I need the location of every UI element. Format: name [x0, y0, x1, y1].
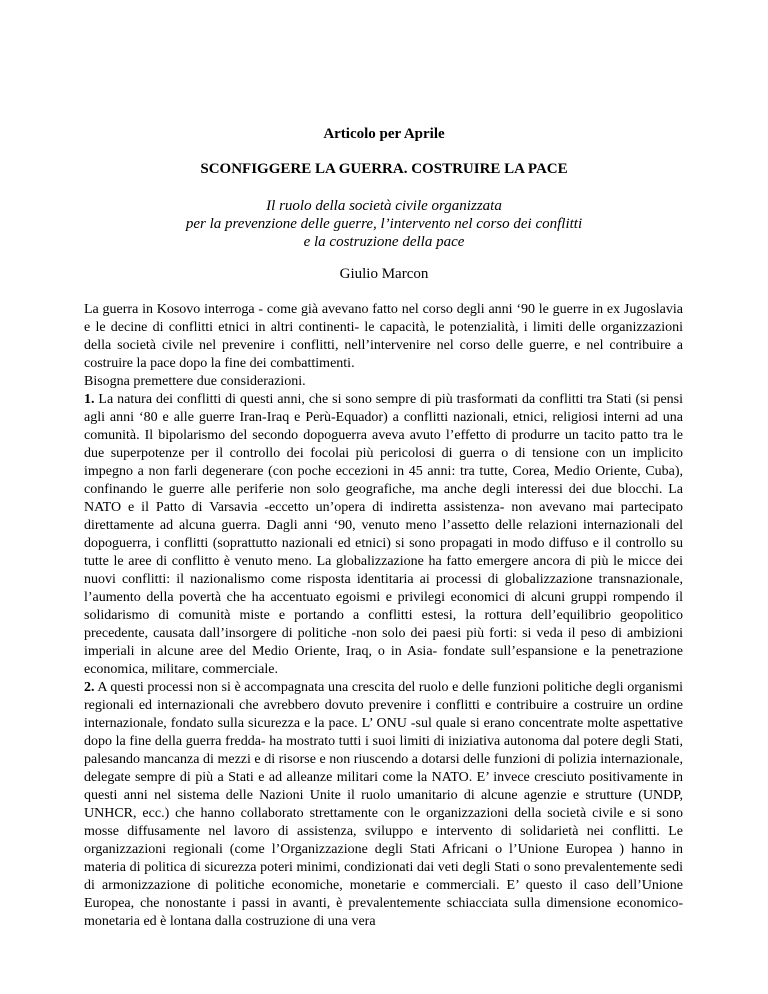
point-2-paragraph — [84, 679, 683, 931]
point-2-text: A questi processi non si è accompagnata una crescita del ruolo e delle funzioni politiche degli organismi regionali ed internazionali che avrebbero dovuto prevenire i conflitti e contribuire a costruire un ordine internazionale, fondato sulla sicurezza e la pace. L’ ONU -sul quale si erano concentrate molte aspettative dopo la fine della guerra fredda- ha mostrato tutti i suoi limiti di iniziativa autonoma dal potere degli Stati, palesando mancanza di mezzi e di risorse e non riuscendo a dotarsi delle funzioni di polizia internazionale, delegate sempre di più a Stati e ad alleanze militari come la NATO. E’ invece cresciuto positivamente in questi anni nel sistema delle Nazioni Unite il ruolo umanitario di alcune agenzie e strutture (UNDP, UNHCR, ecc.) che hanno collaborato strettamente con le organizzazioni della società civile e si sono mosse diffusamente nel lavoro di assistenza, sviluppo e intervento di solidarietà nei conflitti. Le organizzazioni regionali (come l’Organizzazione degli Stati Africani o l’Unione Europea ) hanno in materia di politica di sicurezza poteri minimi, condizionati dai veti degli Stati o sono prevalentemente sedi di armonizzazione di politiche economiche, monetarie e commerciali. E’ questo il caso dell’Unione Europea, che nonostante i passi in avanti, è prevalentemente schiacciata sulla dimensione economico-monetaria ed è lontana dalla costruzione di una vera — [84, 680, 683, 929]
point-2-number: 2. — [84, 680, 95, 695]
subtitle-line-2: per la prevenzione delle guerre, l’intervento nel corso dei conflitti — [185, 216, 583, 232]
subtitle-line-3: e la costruzione della pace — [303, 234, 465, 250]
article-label: Articolo per Aprile — [323, 126, 445, 142]
point-1-text: La natura dei conflitti di questi anni, che si sono sempre di più trasformati da conflitti tra Stati (si pensi agli anni ‘80 e alle guerre Iran-Iraq e Perù-Equador) a conflitti nazionali, etnici, religiosi interni ad una comunità. Il bipolarismo del secondo dopoguerra aveva avuto l’effetto di produrre un tacito patto tra le due superpotenze per il controllo dei focolai più pericolosi di guerra o di tensione con un implicito impegno a non farli degenerare (con poche eccezioni in 45 anni: tra tutte, Corea, Medio Oriente, Cuba), confinando le guerre alle periferie non solo geografiche, ma anche degli interessi dei due blocchi. La NATO e il Patto di Varsavia -eccetto un’opera di indiretta assistenza- non avevano mai partecipato direttamente ad alcuna guerra. Dagli anni ‘90, venuto meno l’assetto delle relazioni internazionali del dopoguerra, i conflitti (soprattutto nazionali ed etnici) si sono propagati in modo diffuso e il controllo su tutte le aree di conflitto è venuto meno. La globalizzazione ha fatto emergere ancora di più le micce dei nuovi conflitti: il nazionalismo come risposta identitaria ai processi di globalizzazione transnazionale, l’aumento della povertà che ha accentuato egoismi e privilegi economici di alcuni gruppi rompendo il solidarismo di comunità miste e portando a conflitti estesi, la rottura dell’equilibrio geopolitico precedente, causata dall’insorgere di politiche -non solo dei paesi più forti: si veda il peso di ambizioni imperiali in alcune aree del Medio Oriente, Iraq, o in Asia- fondate sull’espansione e la penetrazione economica, militare, commerciale. — [84, 392, 683, 677]
subtitle-line-1: Il ruolo della società civile organizzata — [266, 198, 502, 214]
point-1-paragraph — [84, 391, 683, 679]
intro-paragraph: La guerra in Kosovo interroga - come già avevano fatto nel corso degli anni ‘90 le guerre in ex Jugoslavia e le decine di conflitti etnici in altri continenti- le capacità, le potenzialità, i limiti delle organizzazioni della società civile nel prevenire i conflitti, nell’intervenire nel corso delle guerre, e nel contribuire a costruire la pace dopo la fine dei combattimenti. — [84, 302, 683, 371]
article-title: SCONFIGGERE LA GUERRA. COSTRUIRE LA PACE — [200, 161, 568, 177]
article-body — [84, 301, 683, 931]
author: Giulio Marcon — [339, 266, 429, 282]
premise-paragraph: Bisogna premettere due considerazioni. — [84, 374, 306, 389]
point-1-number: 1. — [84, 392, 95, 407]
